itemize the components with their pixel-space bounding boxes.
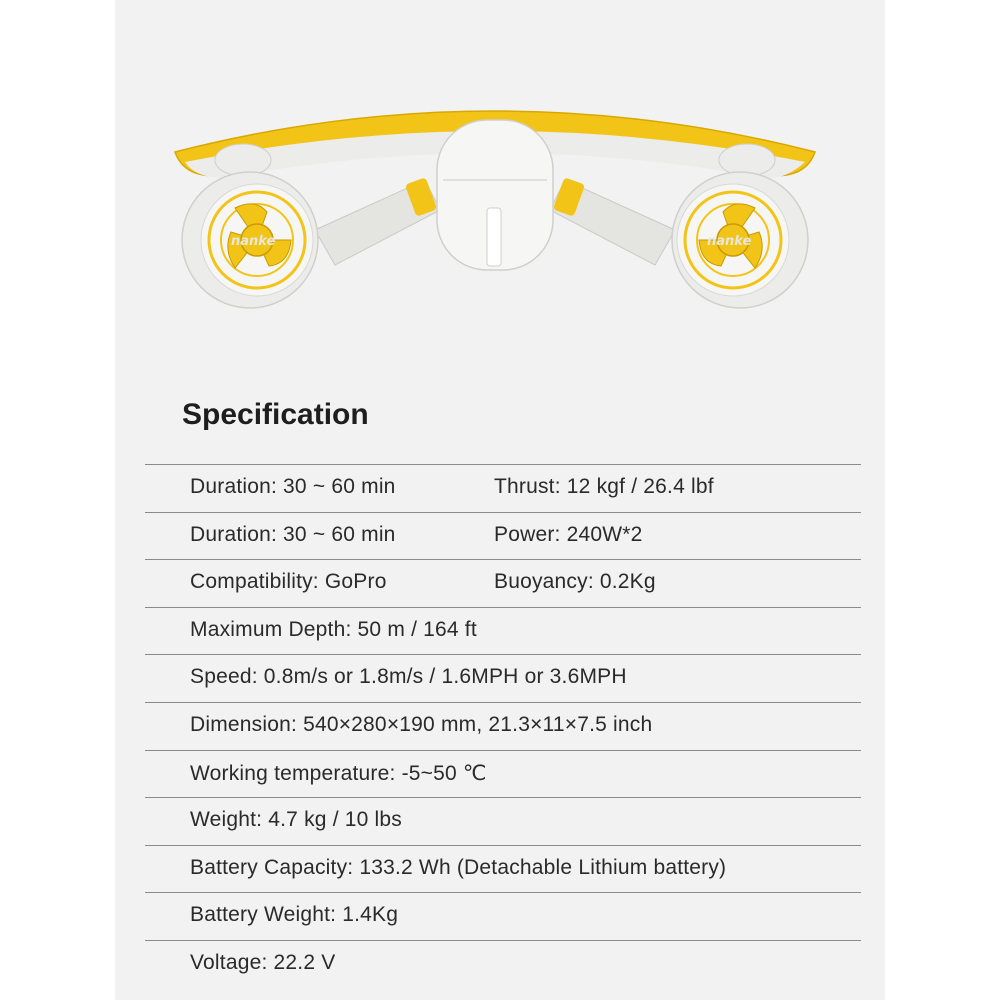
spec-duration: Duration: 30 ~ 60 min (190, 475, 396, 498)
spec-compatibility: Compatibility: GoPro (190, 570, 387, 594)
spec-thrust: Thrust: 12 kgf / 26.4 lbf (494, 475, 714, 498)
spec-row (145, 702, 861, 750)
spec-row (145, 559, 861, 607)
spec-battery-capacity: Battery Capacity: 133.2 Wh (Detachable Lithium battery) (190, 855, 727, 879)
spec-working-temperature: Working temperature: -5~50 ℃ (190, 761, 487, 785)
spec-duration: Duration: 30 ~ 60 min (190, 522, 396, 546)
spec-row (145, 845, 861, 893)
spec-row (145, 654, 861, 702)
spec-buoyancy: Buoyancy: 0.2Kg (494, 570, 656, 594)
spec-row (145, 607, 861, 655)
spec-voltage: Voltage: 22.2 V (190, 950, 336, 974)
underwater-scooter-image (165, 80, 825, 340)
spec-row (145, 750, 861, 798)
spec-power: Power: 240W*2 (494, 522, 643, 546)
specification-heading: Specification (182, 398, 369, 431)
spec-maximum-depth: Maximum Depth: 50 m / 164 ft (190, 617, 477, 641)
spec-table (145, 464, 861, 988)
spec-battery-weight: Battery Weight: 1.4Kg (190, 903, 399, 927)
spec-row (145, 940, 861, 988)
spec-weight: Weight: 4.7 kg / 10 lbs (190, 808, 402, 832)
spec-row (145, 512, 861, 560)
svg-text:nanke: nanke (707, 234, 752, 249)
spec-dimension: Dimension: 540×280×190 mm, 21.3×11×7.5 inch (190, 712, 653, 736)
spec-speed: Speed: 0.8m/s or 1.8m/s / 1.6MPH or 3.6MPH (190, 665, 627, 689)
svg-text:nanke: nanke (231, 234, 276, 249)
spec-row (145, 464, 861, 512)
spec-row (145, 892, 861, 940)
spec-row (145, 797, 861, 845)
